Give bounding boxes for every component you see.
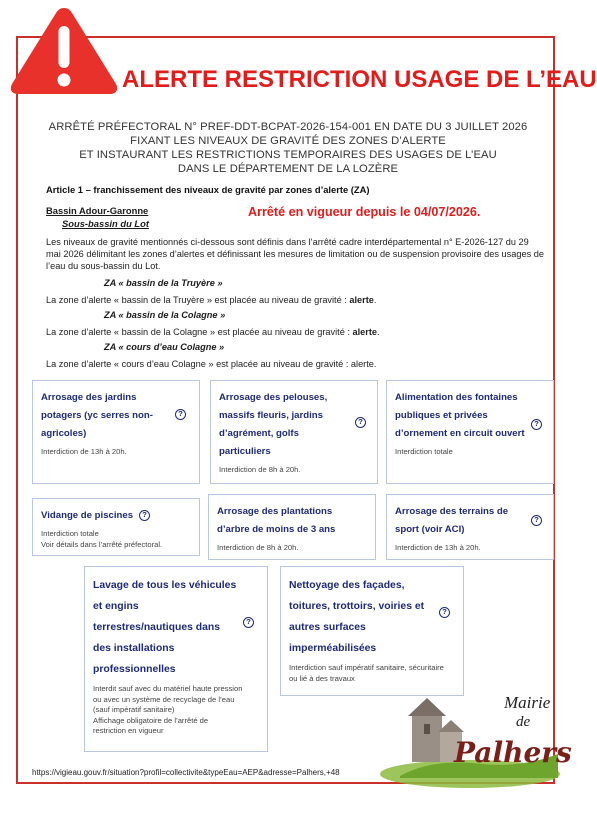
warning-triangle-icon <box>8 4 120 96</box>
help-icon[interactable]: ? <box>355 417 366 428</box>
restriction-title: Arrosage des terrains de sport (voir ACI) <box>395 506 509 535</box>
zone-heading: ZA « cours d’eau Colagne » <box>104 342 225 352</box>
restriction-detail: Interdit sauf avec du matériel haute pression ou avec un système de recyclage de l’eau (sauf impératif sanitaire) Affichage obligatoire de l’arrêté de restriction en vigueur <box>93 684 243 735</box>
restriction-title: Nettoyage des façades, toitures, trottoirs, voiries et autres surfaces imperméabilisées <box>289 580 425 654</box>
zone-status: La zone d’alerte « bassin de la Colagne » est placée au niveau de gravité : alerte. <box>46 327 380 337</box>
help-icon[interactable]: ? <box>175 409 186 420</box>
page-title: ALERTE RESTRICTION USAGE DE L’EAU <box>122 66 597 93</box>
zone-status: La zone d’alerte « cours d’eau Colagne » est placée au niveau de gravité : alerte. <box>46 359 377 369</box>
restriction-detail: Interdiction de 8h à 20h. <box>217 543 299 552</box>
restriction-card-nettoyage-facades <box>280 566 464 696</box>
restriction-card-jardins-potagers <box>32 380 200 484</box>
zone-status: La zone d’alerte « bassin de la Truyère » est placée au niveau de gravité : alerte. <box>46 295 377 305</box>
restriction-title: Alimentation des fontaines publiques et privées d’ornement en circuit ouvert <box>395 392 525 439</box>
logo-palhers-text: Palhers <box>454 736 572 769</box>
restriction-card-fontaines <box>386 380 554 484</box>
article-heading: Article 1 – franchissement des niveaux de gravité par zones d’alerte (ZA) <box>46 184 370 195</box>
restriction-card-pelouses <box>210 380 378 484</box>
help-icon[interactable]: ? <box>439 607 450 618</box>
logo-mairie-text: Mairie <box>504 693 551 712</box>
zone-heading: ZA « bassin de la Truyère » <box>104 278 223 288</box>
restriction-title: Arrosage des jardins potagers (yc serres non-agricoles) <box>41 392 153 439</box>
restriction-card-terrains-sport <box>386 494 554 560</box>
zone-level: alerte <box>349 295 374 305</box>
help-icon[interactable]: ? <box>139 510 150 521</box>
restriction-title: Arrosage des pelouses, massifs fleuris, jardins d’agrément, golfs particuliers <box>219 392 328 457</box>
restriction-card-plantations <box>208 494 376 560</box>
en-vigueur-notice: Arrêté en vigueur depuis le 04/07/2026. <box>248 205 481 219</box>
restriction-title: Vidange de piscines <box>41 510 134 521</box>
arrete-line: ET INSTAURANT LES RESTRICTIONS TEMPORAIRES DES USAGES DE L’EAU <box>79 149 497 161</box>
arrete-line: DANS LE DÉPARTEMENT DE LA LOZÈRE <box>177 163 399 175</box>
mairie-palhers-logo <box>392 678 572 778</box>
restriction-detail: Interdiction de 8h à 20h. <box>219 465 301 474</box>
restriction-title: Lavage de tous les véhicules et engins terrestres/nautiques dans des installations professionnelles <box>93 580 237 675</box>
zone-level: alerte <box>352 327 377 337</box>
restriction-card-lavage-vehicules <box>84 566 268 752</box>
restriction-detail: Interdiction de 13h à 20h. <box>41 447 127 456</box>
intro-paragraph: Les niveaux de gravité mentionnés ci-dessous sont définis dans l’arrêté cadre interdépartemental n° E-2026-127 du 29 mai 2026 délimitant les zones d’alertes et définissant les mesures de limitation ou de suspension provisoire des usages de l’eau du sous-bassin du Lot. <box>46 237 544 272</box>
bassin-label: Bassin Adour-Garonne <box>46 205 149 216</box>
help-icon[interactable]: ? <box>243 617 254 628</box>
help-icon[interactable]: ? <box>531 419 542 430</box>
arrete-line: FIXANT LES NIVEAUX DE GRAVITÉ DES ZONES D’ALERTE <box>130 135 446 147</box>
restriction-detail: Interdiction de 13h à 20h. <box>395 543 481 552</box>
arrete-line: ARRÊTÉ PRÉFECTORAL N° PREF-DDT-BCPAT-2026-154-001 EN DATE DU 3 JUILLET 2026 <box>48 121 528 133</box>
restriction-title: Arrosage des plantations d’arbre de moins de 3 ans <box>217 506 336 535</box>
source-url: https://vigieau.gouv.fr/situation?profil=collectivite&typeEau=AEP&adresse=Palhers,+48 <box>32 768 340 777</box>
restriction-detail: Interdiction totale Voir détails dans l’arrêté préfectoral. <box>41 529 163 549</box>
zone-heading: ZA « bassin de la Colagne » <box>104 310 226 320</box>
arrete-header <box>38 120 538 176</box>
logo-de-text: de <box>516 714 531 730</box>
restriction-detail: Interdiction totale <box>395 447 453 456</box>
restriction-card-piscines <box>32 498 200 556</box>
sous-bassin-label: Sous-bassin du Lot <box>62 218 149 229</box>
restriction-detail: Interdiction sauf impératif sanitaire, sécuritaire ou lié à des travaux <box>289 663 444 683</box>
help-icon[interactable]: ? <box>531 515 542 526</box>
